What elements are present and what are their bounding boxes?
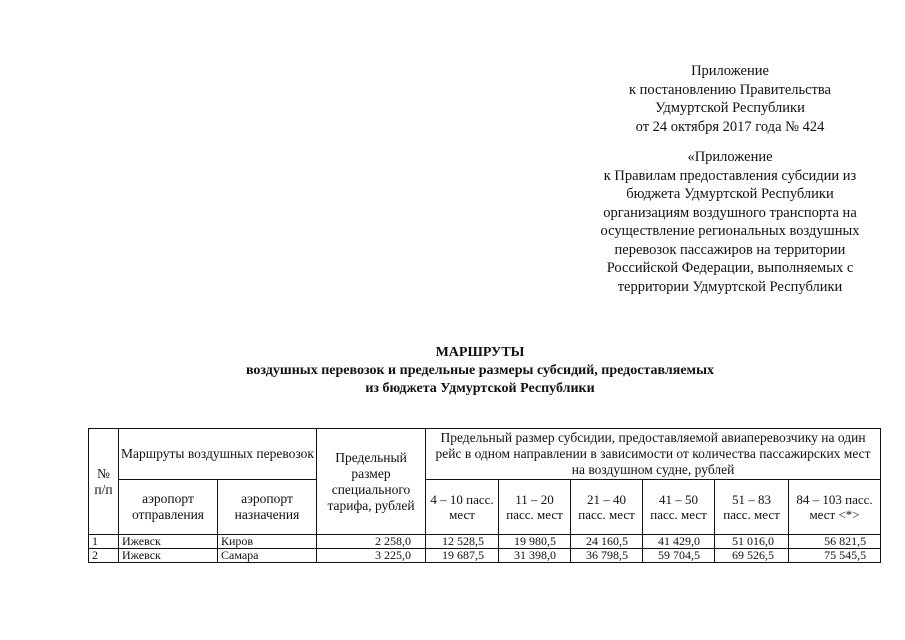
subsidy-value: 24 160,5	[571, 535, 643, 549]
seat-group-header: 11 – 20 пасс. мест	[499, 480, 571, 535]
subsidy-value: 41 429,0	[643, 535, 715, 549]
rules-appendix-line: к Правилам предоставления субсидии из	[603, 167, 857, 184]
document-subtitle: воздушных перевозок и предельные размеры субсидий, предоставляемых	[245, 363, 715, 378]
subsidy-value: 31 398,0	[499, 549, 571, 563]
arrival-airport: Самара	[218, 549, 317, 563]
tariff-value: 3 225,0	[317, 549, 426, 563]
rules-appendix-line: перевозок пассажиров на территории	[614, 241, 846, 258]
table-row	[89, 535, 881, 549]
tariff-value: 2 258,0	[317, 535, 426, 549]
document-heading	[100, 344, 860, 398]
seat-group-header: 41 – 50 пасс. мест	[643, 480, 715, 535]
seat-group-header: 21 – 40 пасс. мест	[571, 480, 643, 535]
column-number-header: № п/п	[89, 429, 119, 535]
column-tariff-header: Предельный размер специального тарифа, рублей	[317, 429, 426, 535]
subsidy-value: 36 798,5	[571, 549, 643, 563]
subsidy-value: 19 980,5	[499, 535, 571, 549]
routes-table	[88, 428, 881, 563]
seat-group-header: 51 – 83 пасс. мест	[715, 480, 789, 535]
subsidy-value: 51 016,0	[715, 535, 789, 549]
seat-group-header: 84 – 103 пасс. мест <*>	[789, 480, 881, 535]
appendix-line: Удмуртской Республики	[655, 100, 805, 116]
column-subsidy-header: Предельный размер субсидии, предоставляемой авиаперевозчику на один рейс в одном направлении в зависимости от количества пассажирских мест на воздушном судне, рублей	[426, 429, 881, 480]
rules-appendix-line: Российской Федерации, выполняемых с	[606, 260, 854, 276]
rules-appendix-line: бюджета Удмуртской Республики	[626, 186, 834, 202]
appendix-line: от 24 октября 2017 года № 424	[635, 118, 825, 135]
document-subtitle: из бюджета Удмуртской Республики	[365, 381, 595, 396]
subsidy-value: 56 821,5	[789, 535, 881, 549]
departure-airport: Ижевск	[119, 549, 218, 563]
arrival-airport: Киров	[218, 535, 317, 549]
appendix-line: к постановлению Правительства	[629, 81, 831, 98]
rules-appendix-line: организациям воздушного транспорта на	[603, 204, 857, 221]
subsidy-value: 75 545,5	[789, 549, 881, 563]
rules-appendix-line: «Приложение	[687, 149, 773, 165]
column-departure-header: аэропорт отправления	[119, 480, 218, 535]
column-arrival-header: аэропорт назначения	[218, 480, 317, 535]
rules-appendix-line: осуществление региональных воздушных	[600, 223, 860, 239]
appendix-line: Приложение	[691, 63, 769, 79]
subsidy-value: 19 687,5	[426, 549, 499, 563]
row-number: 1	[89, 535, 119, 549]
subsidy-value: 69 526,5	[715, 549, 789, 563]
column-routes-header: Маршруты воздушных перевозок	[119, 429, 317, 480]
document-title: МАРШРУТЫ	[435, 345, 525, 360]
subsidy-value: 12 528,5	[426, 535, 499, 549]
seat-group-header: 4 – 10 пасс. мест	[426, 480, 499, 535]
row-number: 2	[89, 549, 119, 563]
rules-appendix-line: территории Удмуртской Республики	[617, 278, 843, 295]
subsidy-value: 59 704,5	[643, 549, 715, 563]
rules-appendix-block	[560, 148, 900, 296]
table-row	[89, 549, 881, 563]
appendix-block	[560, 62, 900, 136]
departure-airport: Ижевск	[119, 535, 218, 549]
